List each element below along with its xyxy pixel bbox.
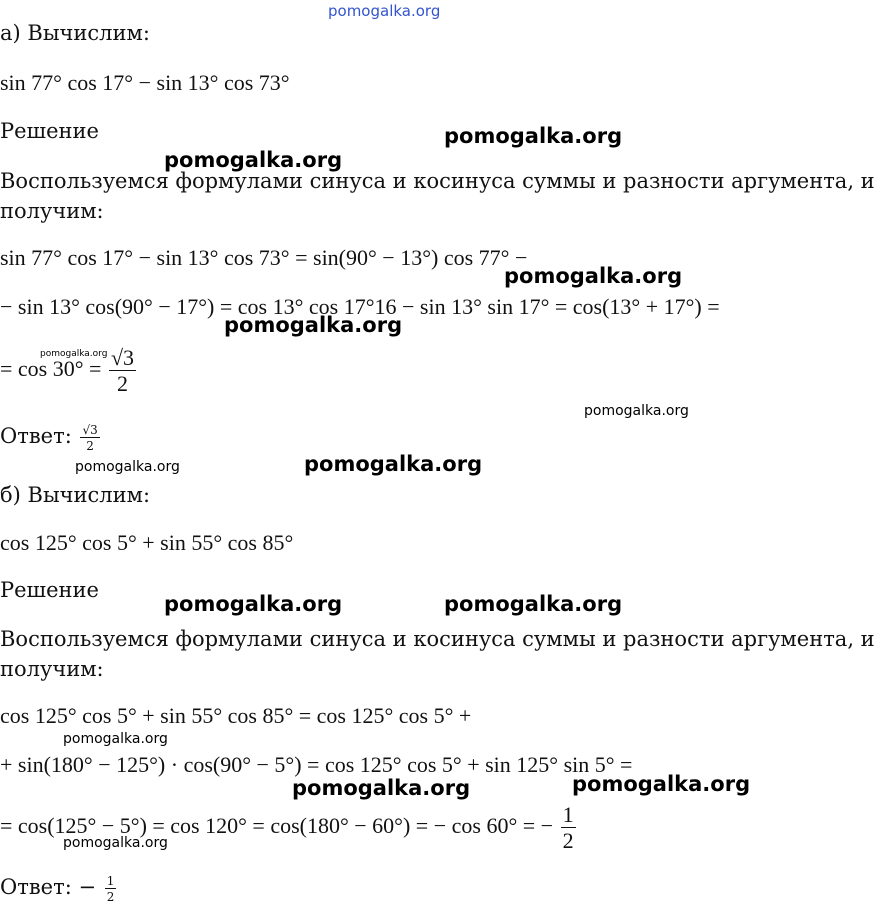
fraction-denominator: 2 — [562, 827, 574, 853]
fraction-numerator: 1 — [106, 873, 115, 888]
watermark: pomogalka.org — [40, 349, 108, 359]
fraction-denominator: 2 — [86, 438, 94, 453]
part-a-answer — [0, 416, 100, 456]
part-b-solution-label: Решение — [0, 578, 99, 602]
part-a-step-1: sin 77° cos 17° − sin 13° cos 73° = sin(90° − 13°) cos 77° − — [0, 245, 528, 270]
watermark: pomogalka.org — [444, 124, 623, 148]
watermark: pomogalka.org — [444, 592, 623, 616]
answer-label: Ответ: — [0, 424, 72, 448]
fraction-numerator: √3 — [82, 422, 98, 437]
part-a-step-2: − sin 13° cos(90° − 17°) = cos 13° cos 17°16 − sin 13° sin 17° = cos(13° + 17°) = — [0, 294, 720, 319]
part-a-intro-line-2: получим: — [0, 199, 104, 223]
part-b-result-fraction — [561, 801, 576, 853]
watermark: pomogalka.org — [63, 731, 168, 747]
watermark-top: pomogalka.org — [328, 2, 441, 20]
fraction-numerator: 1 — [562, 801, 574, 827]
watermark: pomogalka.org — [504, 264, 683, 288]
part-a-step-3-text: = cos 30° = — [0, 356, 102, 381]
part-b-intro-line-2: получим: — [0, 657, 104, 681]
part-b-step-1: cos 125° cos 5° + sin 55° cos 85° = cos 125° cos 5° + — [0, 703, 472, 728]
watermark: pomogalka.org — [224, 313, 403, 337]
watermark: pomogalka.org — [63, 835, 168, 851]
watermark: pomogalka.org — [304, 452, 483, 476]
fraction-denominator: 2 — [106, 889, 115, 904]
watermark: pomogalka.org — [75, 459, 180, 475]
answer-sign: − — [78, 875, 97, 899]
part-a-solution-label: Решение — [0, 119, 99, 143]
part-b-heading: б) Вычислим: — [0, 483, 151, 507]
part-b-step-3 — [0, 800, 576, 852]
part-a-heading: а) Вычислим: — [0, 21, 150, 45]
watermark: pomogalka.org — [584, 403, 689, 419]
part-b-step-3-text: = cos(125° − 5°) = cos 120° = cos(180° − 60°) = − cos 60° = − — [0, 813, 554, 838]
answer-label: Ответ: — [0, 875, 72, 899]
watermark: pomogalka.org — [572, 772, 751, 796]
fraction-numerator: √3 — [110, 344, 135, 370]
part-a-expression: sin 77° cos 17° − sin 13° cos 73° — [0, 70, 290, 95]
part-a-intro-line-1: Воспользуемся формулами синуса и косинуса суммы и разности аргумента, и — [0, 169, 875, 193]
part-b-expression: cos 125° cos 5° + sin 55° cos 85° — [0, 530, 294, 555]
part-b-answer-fraction — [105, 875, 117, 903]
part-a-step-3 — [0, 343, 136, 395]
watermark: pomogalka.org — [164, 148, 343, 172]
part-b-intro-line-1: Воспользуемся формулами синуса и косинуса суммы и разности аргумента, и — [0, 627, 875, 651]
watermark: pomogalka.org — [292, 776, 471, 800]
part-b-step-2: + sin(180° − 125°) · cos(90° − 5°) = cos 125° cos 5° + sin 125° sin 5° = — [0, 752, 633, 777]
fraction-denominator: 2 — [116, 370, 128, 396]
part-a-result-fraction — [109, 344, 136, 396]
part-b-answer — [0, 867, 116, 907]
part-a-answer-fraction — [80, 424, 99, 452]
watermark: pomogalka.org — [164, 592, 343, 616]
